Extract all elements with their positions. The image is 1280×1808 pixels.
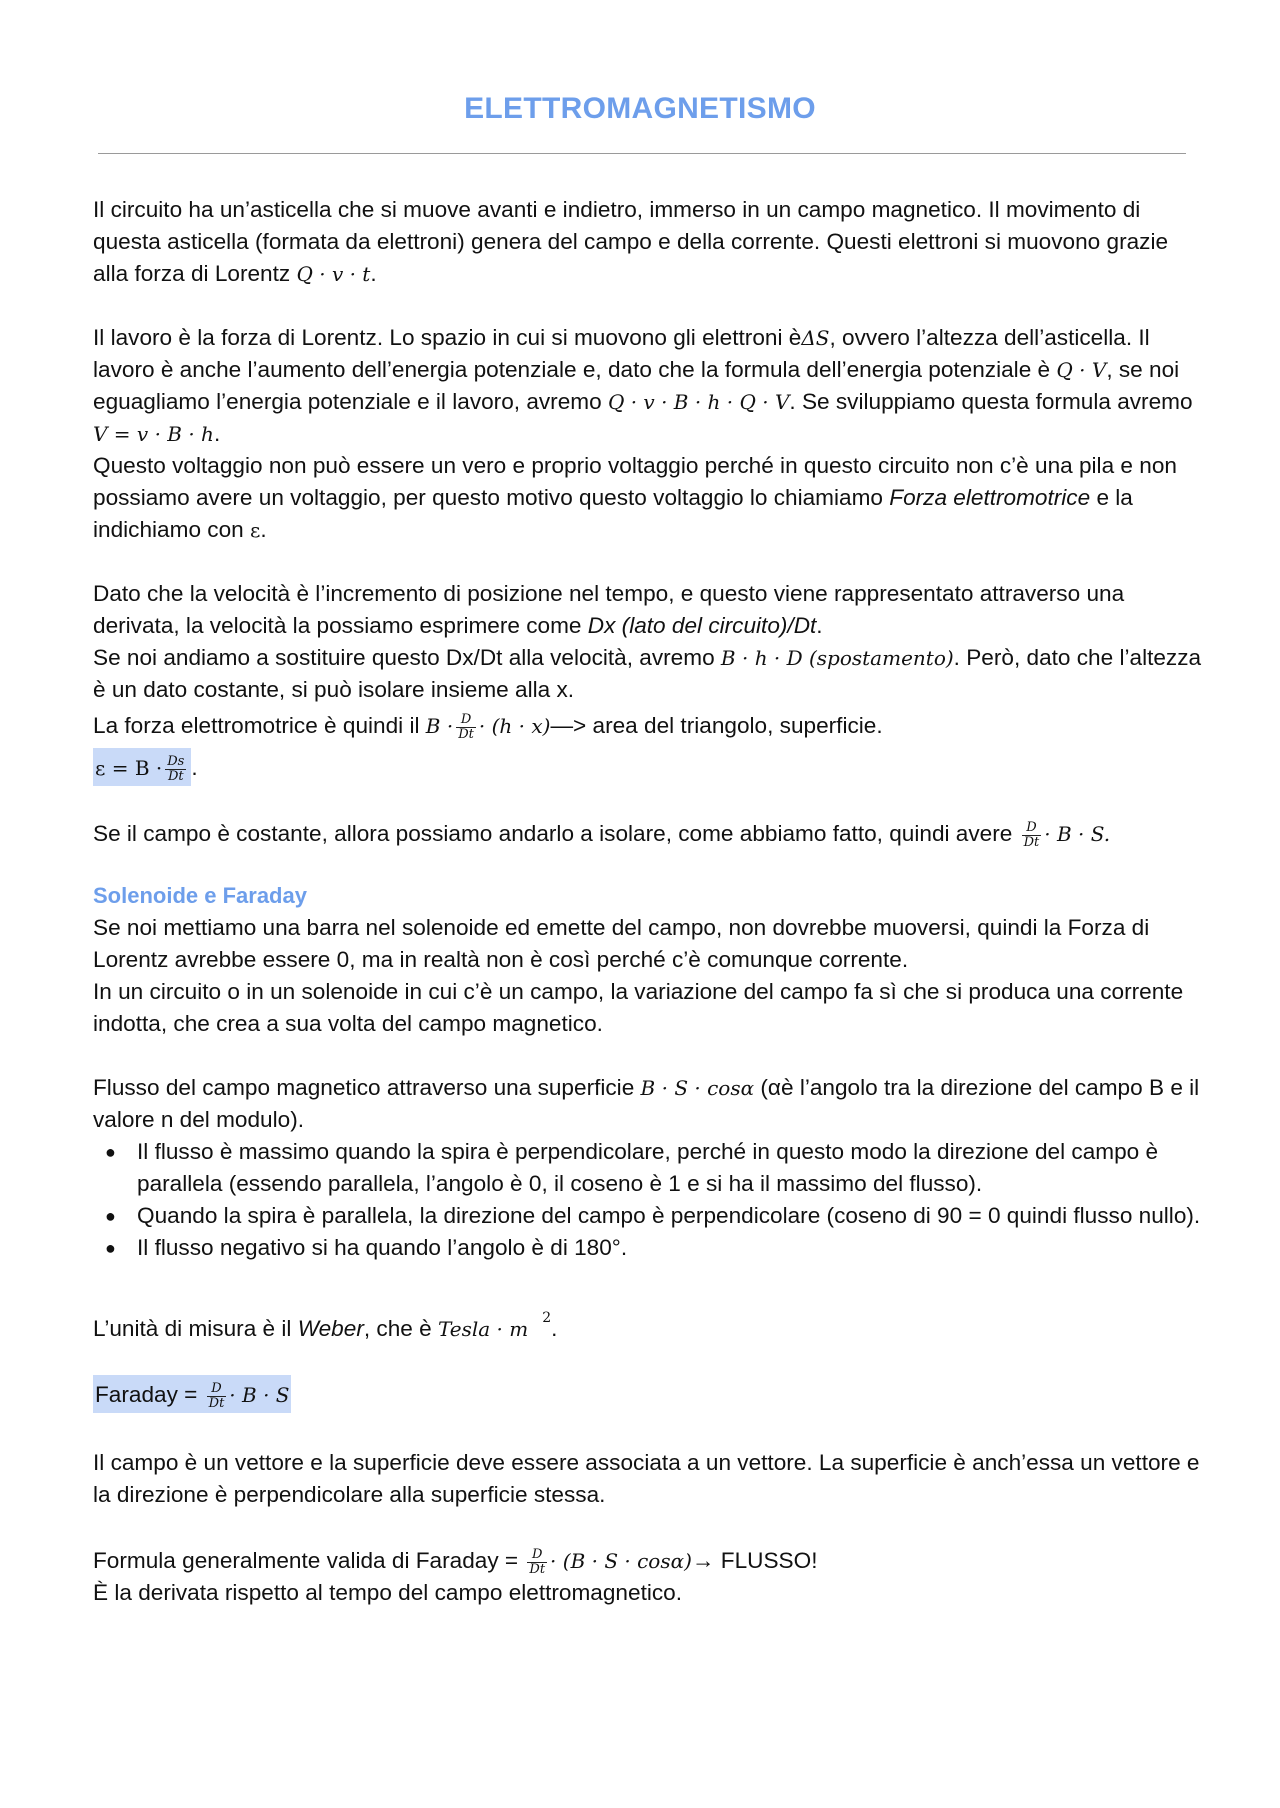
page-title: ELETTROMAGNETISMO <box>464 92 816 125</box>
list-item: ● Quando la spira è parallela, la direzione del campo è perpendicolare (coseno di 90 = 0 quindi flusso nullo). <box>93 1200 1203 1232</box>
title-divider <box>98 153 1186 154</box>
paragraph-unita-misura: L’unità di misura è il Weber, che è Tesla · m $^2$. <box>93 1310 558 1341</box>
section-heading: Solenoide e Faraday <box>93 883 307 908</box>
formula-epsilon: ε = B · $\frac{Ds}{Dt}$ . <box>93 748 1203 786</box>
list-item: ● Il flusso negativo si ha quando l’angolo è di 180°. <box>93 1232 1203 1264</box>
paragraph-formula-generale: Formula generalmente valida di Faraday = $\frac{D}{Dt}$ · (B · S · cosα)→ FLUSSO! <box>93 1546 818 1577</box>
paragraph-lavoro: Il lavoro è la forza di Lorentz. Lo spazio in cui si muovono gli elettroni èΔS, ovvero l’altezza dell’asticella. Il lavoro è anche l’aumento dell’energia potenziale e, dato che la formula dell’energia potenziale è Q · V, se noi eguagliamo l’energia potenziale e il lavoro, avremo Q · v · B · h · Q · V. Se sviluppiamo questa formula avremo V = v · B · h. <box>93 325 1193 446</box>
paragraph-sostituire: Se noi andiamo a sostituire questo Dx/Dt alla velocità, avremo B · h · D (spostamento). Però, dato che l’altezza è un dato costante, si può isolare insieme alla x. <box>93 645 1202 702</box>
bullet-list <box>93 1136 1203 1264</box>
fraction: $\frac{D}{Dt}$ <box>458 711 474 742</box>
paragraph-velocita: Dato che la velocità è l’incremento di posizione nel tempo, e questo viene rappresentato attraverso una derivata, la velocità la possiamo esprimere come Dx (lato del circuito)/Dt. <box>93 581 1125 638</box>
paragraph-corrente-indotta: In un circuito o in un solenoide in cui c’è un campo, la variazione del campo fa sì che si produca una corrente indotta, che crea a sua volta del campo magnetico. <box>93 979 1184 1036</box>
highlighted-formula: Faraday = $\frac{D}{Dt}$ · B · S <box>93 1375 291 1413</box>
paragraph-vettore: Il campo è un vettore e la superficie deve essere associata a un vettore. La superficie è anch’essa un vettore e la direzione è perpendicolare alla superficie stessa. <box>93 1450 1200 1507</box>
document-body <box>93 194 1203 1609</box>
paragraph-derivata: È la derivata rispetto al tempo del campo elettromagnetico. <box>93 1580 683 1605</box>
list-item: ● Il flusso è massimo quando la spira è perpendicolare, perché in questo modo la direzione del campo è parallela (essendo parallela, l’angolo è 0, il coseno è 1 e si ha il massimo del flusso). <box>93 1136 1203 1200</box>
paragraph-flusso: Flusso del campo magnetico attraverso una superficie B · S · cosα (αè l’angolo tra la direzione del campo B e il valore n del modulo). <box>93 1075 1200 1132</box>
highlighted-formula: ε = B · $\frac{Ds}{Dt}$ <box>93 748 191 786</box>
bullet-icon: ● <box>105 1206 116 1226</box>
paragraph-forza-elettromotrice: La forza elettromotrice è quindi il B · $\frac{D}{Dt}$ · (h · x)—> area del triangolo, superficie. <box>93 711 883 742</box>
formula-faraday <box>93 1375 1203 1413</box>
math-lorentz: Q · v · t <box>296 262 371 286</box>
paragraph-solenoide: Se noi mettiamo una barra nel solenoide ed emette del campo, non dovrebbe muoversi, quindi la Forza di Lorentz avrebbe essere 0, ma in realtà non è così perché c’è comunque corrente. <box>93 915 1150 972</box>
paragraph-circuito: Il circuito ha un’asticella che si muove avanti e indietro, immerso in un campo magnetico. Il movimento di questa asticella (formata da elettroni) genera del campo e della corrente. Questi elettroni si muovono grazie alla forza di Lorentz Q · v · t. <box>93 197 1169 286</box>
bullet-icon: ● <box>105 1238 116 1258</box>
paragraph-voltaggio: Questo voltaggio non può essere un vero e proprio voltaggio perché in questo circuito non c’è una pila e non possiamo avere un voltaggio, per questo motivo questo voltaggio lo chiamiamo Forza elettromotrice e la indichiamo con ε. <box>93 453 1177 542</box>
paragraph-campo-costante: Se il campo è costante, allora possiamo andarlo a isolare, come abbiamo fatto, quindi avere $\frac{D}{Dt}$ · B · S. <box>93 819 1111 850</box>
bullet-icon: ● <box>105 1142 116 1162</box>
